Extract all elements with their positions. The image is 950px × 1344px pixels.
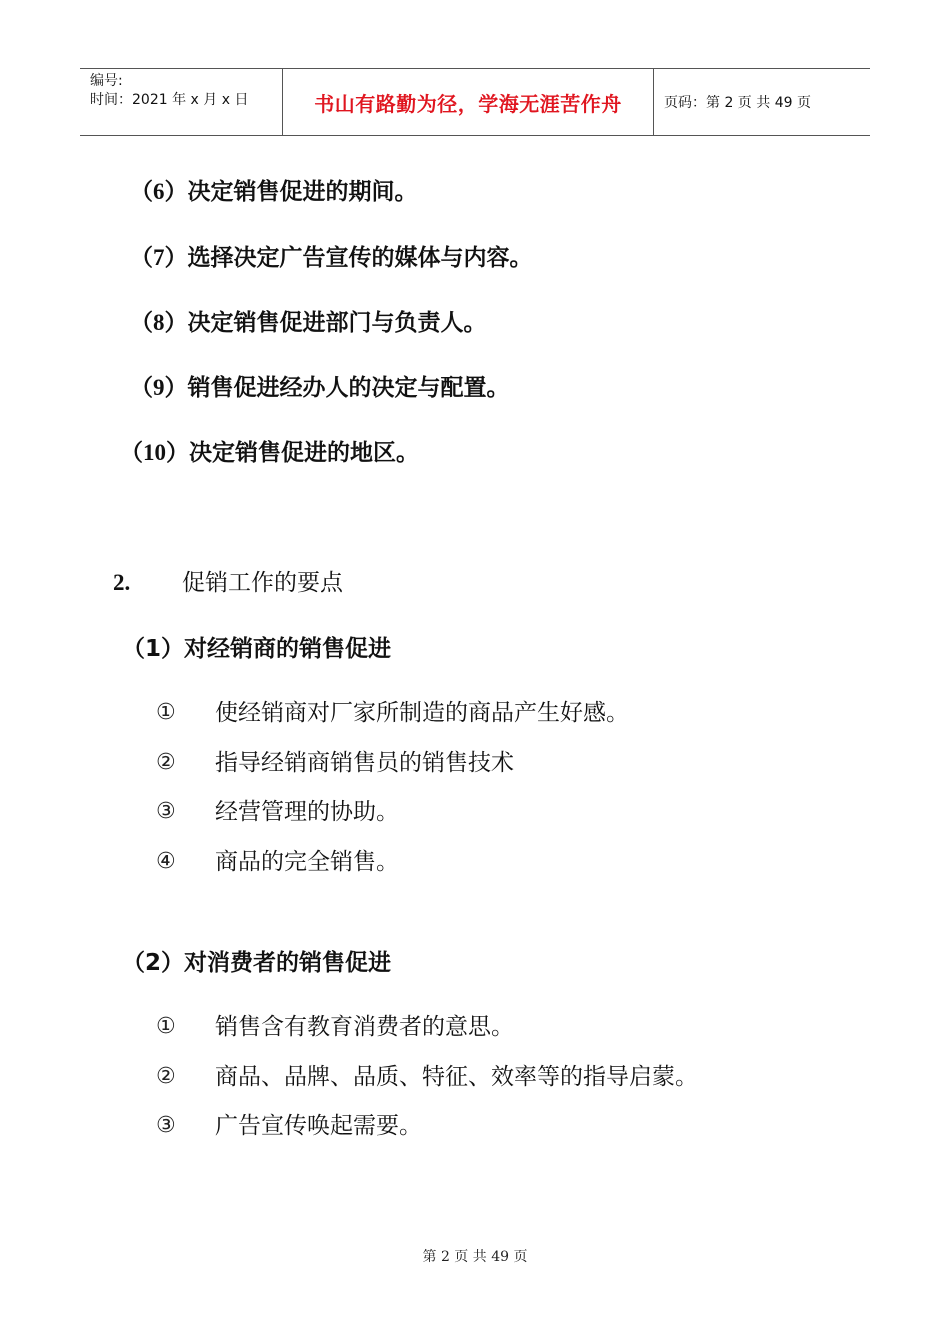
list-item-text: 经营管理的协助。 [215, 799, 399, 825]
list-marker: ② [156, 750, 176, 775]
list-item-text: 使经销商对厂家所制造的商品产生好感。 [215, 700, 629, 726]
list-marker: ③ [156, 1113, 176, 1138]
item-number: （9） [130, 375, 188, 400]
list-item-8 [130, 308, 487, 338]
item-number: （7） [130, 245, 188, 270]
item-number: （10） [120, 440, 189, 465]
item-number: （8） [130, 310, 188, 335]
section-number: 2. [113, 570, 131, 595]
subsection-heading-2: （2）对消费者的销售促进 [122, 950, 392, 976]
list-marker: ④ [156, 849, 176, 874]
item-text: 选择决定广告宣传的媒体与内容。 [187, 245, 533, 271]
item-text: 决定销售促进部门与负责人。 [187, 310, 487, 336]
list-item-text: 商品的完全销售。 [215, 849, 399, 875]
list-marker: ① [156, 1014, 176, 1039]
item-number: （6） [130, 179, 188, 204]
list-item-text: 商品、品牌、品质、特征、效率等的指导启蒙。 [215, 1064, 698, 1090]
section-title: 促销工作的要点 [182, 570, 343, 596]
list-marker: ③ [156, 799, 176, 824]
list-item-9 [130, 373, 510, 403]
page-footer: 第 2 页 共 49 页 [422, 1249, 528, 1265]
list-item-text: 销售含有教育消费者的意思。 [215, 1014, 514, 1040]
page-header [80, 68, 870, 136]
header-motto: 书山有路勤为径，学海无涯苦作舟 [282, 69, 654, 135]
header-code-label: 编号: [90, 73, 123, 89]
header-page-info: 页码：第 2 页 共 49 页 [664, 95, 811, 111]
item-text: 销售促进经办人的决定与配置。 [187, 375, 510, 401]
list-item-text: 指导经销商销售员的销售技术 [215, 750, 514, 776]
header-meta [80, 69, 282, 135]
list-marker: ① [156, 700, 176, 725]
list-item-6 [130, 177, 418, 207]
section-heading [113, 568, 130, 598]
item-text: 决定销售促进的期间。 [187, 179, 418, 205]
item-text: 决定销售促进的地区。 [189, 440, 419, 466]
list-item-7 [130, 243, 533, 273]
header-time-label: 时间：2021 年 x 月 x 日 [90, 92, 249, 108]
subsection-heading-1: （1）对经销商的销售促进 [122, 636, 392, 662]
list-item-10 [120, 438, 419, 468]
list-marker: ② [156, 1064, 176, 1089]
list-item-text: 广告宣传唤起需要。 [215, 1113, 422, 1139]
